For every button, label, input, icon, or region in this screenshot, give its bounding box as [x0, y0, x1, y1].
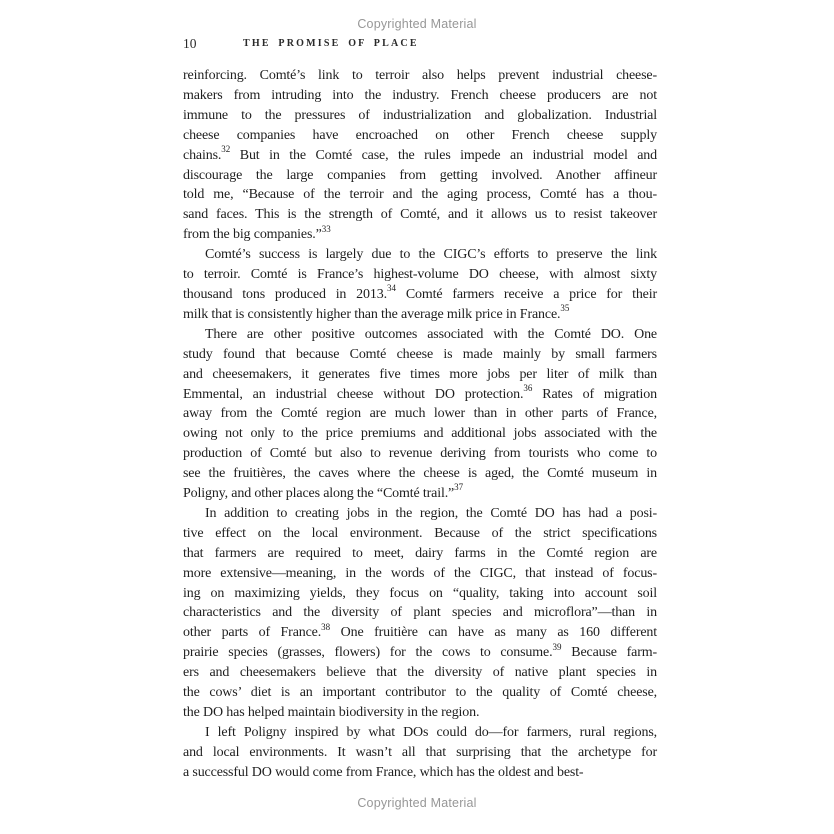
text-line: [183, 106, 657, 126]
page-header: [183, 36, 657, 52]
text-segment: more extensive—meaning, in the words of the CIGC, that instead of focus-: [183, 565, 657, 581]
running-head-title: THE PROMISE OF PLACE: [243, 38, 419, 49]
text-line: [183, 723, 657, 743]
text-line: [183, 524, 657, 544]
text-segment: that farmers are required to meet, dairy farms in the Comté region are: [183, 545, 657, 561]
page-number: 10: [183, 36, 197, 51]
text-segment: the DO has helped maintain biodiversity in the region.: [183, 705, 480, 720]
text-line: [183, 126, 657, 146]
footnote-reference: 39: [552, 641, 562, 652]
text-line: [183, 205, 657, 225]
text-line: [183, 663, 657, 683]
text-segment: see the fruitières, the caves where the cheese is aged, the Comté museum in: [183, 466, 657, 482]
text-segment: ers and cheesemakers believe that the diversity of native plant species in: [183, 665, 657, 681]
text-segment: cheese companies have encroached on other French cheese supply: [183, 127, 657, 143]
text-segment: milk that is consistently higher than the average milk price in France.: [183, 306, 561, 322]
footnote-reference: 33: [321, 223, 331, 234]
text-line: [183, 504, 657, 524]
text-line: [183, 743, 657, 763]
text-segment: Because farm-: [561, 645, 657, 661]
text-line: [183, 444, 657, 464]
text-segment: One fruitière can have as many as 160 different: [330, 625, 657, 641]
text-line: [183, 584, 657, 604]
text-segment: But in the Comté case, the rules impede an industrial model and: [230, 147, 657, 163]
text-segment: Comté farmers receive a price for their: [395, 286, 657, 302]
footnote-reference: 32: [221, 144, 231, 155]
text-segment: told me, “Because of the terroir and the aging process, Comté has a thou-: [183, 187, 657, 203]
text-segment: Poligny, and other places along the “Comté trail.”: [183, 486, 455, 502]
paragraph: [183, 723, 657, 783]
text-segment: There are other positive outcomes associated with the Comté DO. One: [205, 326, 657, 342]
text-line: [183, 382, 657, 405]
text-segment: and cheesemakers, it generates five times more jobs per liter of milk than: [183, 366, 657, 382]
text-line: [183, 146, 657, 166]
copyright-notice-top: Copyrighted Material: [357, 17, 477, 31]
footnote-reference: 34: [386, 283, 396, 294]
text-line: [183, 305, 657, 325]
text-segment: the cows’ diet is an important contributor to the quality of Comté cheese,: [183, 685, 657, 701]
text-line: [183, 424, 657, 444]
text-line: [183, 623, 657, 643]
text-segment: study found that because Comté cheese is made mainly by small farmers: [183, 346, 657, 362]
text-segment: Comté’s success is largely due to the CIGC’s efforts to preserve the link: [205, 247, 657, 263]
paragraph: [183, 504, 657, 723]
text-line: [183, 683, 657, 703]
text-segment: other parts of France.: [183, 625, 322, 641]
text-line: [183, 66, 657, 86]
paragraph: [183, 325, 657, 504]
text-segment: from the big companies.”: [183, 227, 322, 243]
text-line: [183, 325, 657, 345]
copyright-notice-bottom: Copyrighted Material: [357, 796, 477, 810]
paragraph: [183, 66, 657, 245]
footnote-reference: 37: [454, 482, 464, 493]
text-segment: ing on maximizing yields, they focus on “quality, taking into account soil: [183, 585, 657, 601]
text-line: [183, 464, 657, 484]
text-line: [183, 763, 657, 783]
text-line: [183, 185, 657, 205]
text-line: [183, 365, 657, 385]
text-line: [183, 544, 657, 564]
text-segment: production of Comté but also to revenue deriving from tourists who come to: [183, 446, 657, 462]
text-segment: a successful DO would come from France, which has the oldest and best-: [183, 764, 584, 780]
paragraph: [183, 245, 657, 325]
text-segment: Rates of migration: [532, 386, 657, 402]
text-segment: away from the Comté region are much lower than in other parts of France,: [183, 406, 657, 422]
text-segment: reinforcing. Comté’s link to terroir also helps prevent industrial cheese-: [183, 68, 657, 83]
footnote-reference: 36: [523, 382, 533, 393]
text-segment: prairie species (grasses, flowers) for the cows to consume.: [183, 645, 553, 661]
text-segment: to terroir. Comté is France’s highest-volume DO cheese, with almost sixty: [183, 267, 657, 283]
text-line: [183, 564, 657, 584]
text-line: [183, 166, 657, 186]
body-text: [183, 66, 657, 783]
text-segment: characteristics and the diversity of plant species and microflora”—than in: [183, 605, 657, 621]
text-segment: immune to the pressures of industrialization and globalization. Industrial: [183, 107, 657, 123]
text-line: [183, 225, 657, 245]
text-segment: tive effect on the local environment. Because of the strict specifications: [183, 525, 657, 541]
text-segment: sand faces. This is the strength of Comté, and it allows us to resist takeover: [183, 207, 657, 223]
text-segment: discourage the large companies from getting involved. Another affineur: [183, 167, 657, 183]
footnote-reference: 35: [560, 303, 570, 314]
text-line: [183, 285, 657, 305]
text-segment: I left Poligny inspired by what DOs could do—for farmers, rural regions,: [205, 724, 657, 740]
text-segment: In addition to creating jobs in the region, the Comté DO has had a posi-: [205, 505, 657, 521]
text-line: [183, 643, 657, 663]
text-line: [183, 703, 657, 723]
text-segment: thousand tons produced in 2013.: [183, 286, 387, 302]
text-line: [183, 404, 657, 424]
text-line: [183, 345, 657, 365]
text-segment: and local environments. It wasn’t all that surprising that the archetype for: [183, 744, 657, 760]
text-line: [183, 245, 657, 265]
text-line: [183, 86, 657, 106]
text-line: [183, 265, 657, 285]
text-segment: owing not only to the price premiums and additional jobs associated with the: [183, 426, 657, 442]
text-segment: Emmental, an industrial cheese without DO protection.: [183, 386, 524, 402]
text-line: [183, 603, 657, 623]
footnote-reference: 38: [321, 621, 331, 632]
text-segment: chains.: [183, 147, 222, 163]
text-segment: makers from intruding into the industry. French cheese producers are not: [183, 87, 657, 103]
text-line: [183, 484, 657, 504]
